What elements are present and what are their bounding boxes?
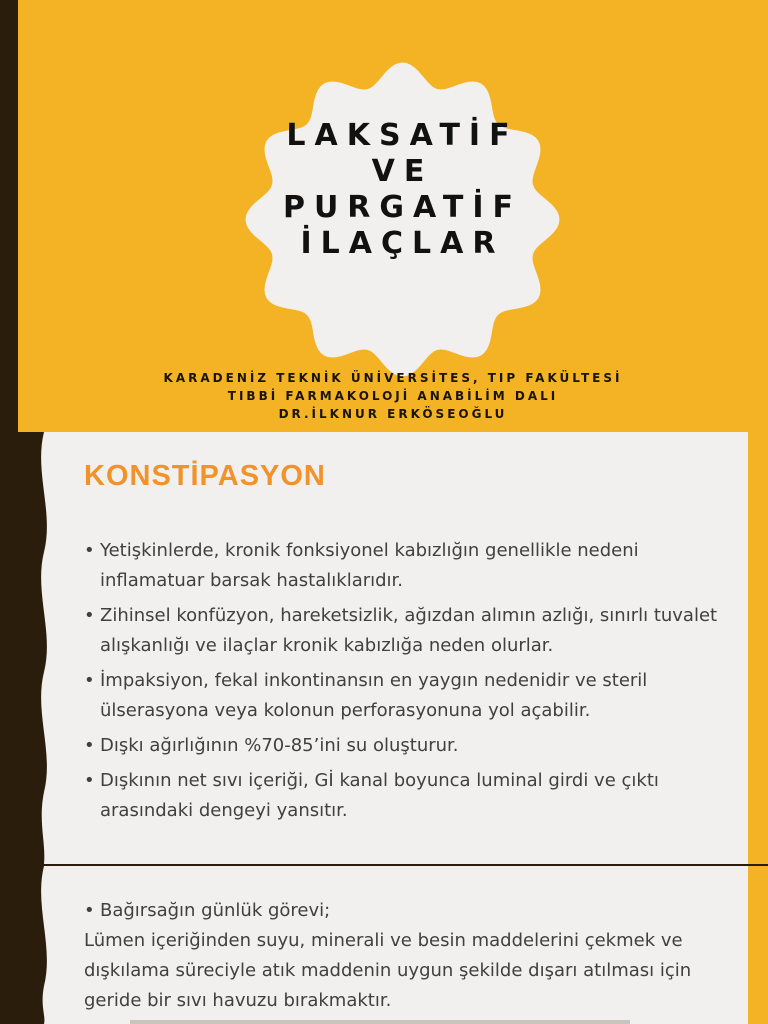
left-accent-bar bbox=[0, 0, 18, 432]
body-paragraph: Lümen içeriğinden suyu, minerali ve besin maddelerini çekmek ve dışkılama süreciyle atık maddenin uygun şekilde dışarı atılması için geride bir sıvı havuzu bırakmaktır. bbox=[84, 930, 692, 1011]
author-affiliation bbox=[0, 369, 768, 423]
title-line: İLAÇLAR bbox=[300, 226, 505, 261]
right-accent-bar bbox=[748, 866, 768, 1024]
author-name: DR.İLKNUR ERKÖSEOĞLU bbox=[278, 407, 508, 421]
bullet-item: • Dışkı ağırlığının %70-85’ini su oluşturur. bbox=[84, 731, 724, 761]
title-line: VE bbox=[371, 154, 434, 189]
bullet-item: • Zihinsel konfüzyon, hareketsizlik, ağızdan alımın azlığı, sınırlı tuvalet alışkanlığı ve ilaçlar kronik kabızlığa neden olurlar. bbox=[84, 601, 724, 661]
slide-body bbox=[84, 896, 724, 1016]
title-badge bbox=[245, 62, 560, 377]
presentation-title bbox=[245, 118, 560, 262]
affiliation-line: TIBBİ FARMAKOLOJİ ANABİLİM DALI bbox=[227, 389, 559, 403]
bullet-list bbox=[84, 536, 724, 831]
title-line: PURGATİF bbox=[282, 190, 523, 225]
image-top-edge bbox=[130, 1020, 630, 1024]
bullet-item: • Dışkının net sıvı içeriği, Gİ kanal boyunca luminal girdi ve çıktı arasındaki dengeyi yansıtır. bbox=[84, 766, 724, 826]
konstipasyon-slide bbox=[0, 432, 768, 864]
bullet-item: • İmpaksiyon, fekal inkontinansın en yaygın nedenidir ve steril ülserasyona veya kolonun perforasyonuna yol açabilir. bbox=[84, 666, 724, 726]
bowel-function-slide bbox=[0, 866, 768, 1024]
bullet-item: • Bağırsağın günlük görevi; bbox=[84, 896, 724, 926]
slide-heading: KONSTİPASYON bbox=[84, 460, 326, 492]
affiliation-line: KARADENİZ TEKNİK ÜNİVERSİTES, TIP FAKÜLTESİ bbox=[163, 371, 623, 385]
title-slide bbox=[0, 0, 768, 432]
right-accent-bar bbox=[748, 432, 768, 864]
bullet-item: • Yetişkinlerde, kronik fonksiyonel kabızlığın genellikle nedeni inflamatuar barsak hastalıklarıdır. bbox=[84, 536, 724, 596]
wavy-left-border bbox=[0, 432, 48, 864]
title-line: LAKSATİF bbox=[286, 118, 519, 153]
wavy-left-border bbox=[0, 866, 48, 1024]
